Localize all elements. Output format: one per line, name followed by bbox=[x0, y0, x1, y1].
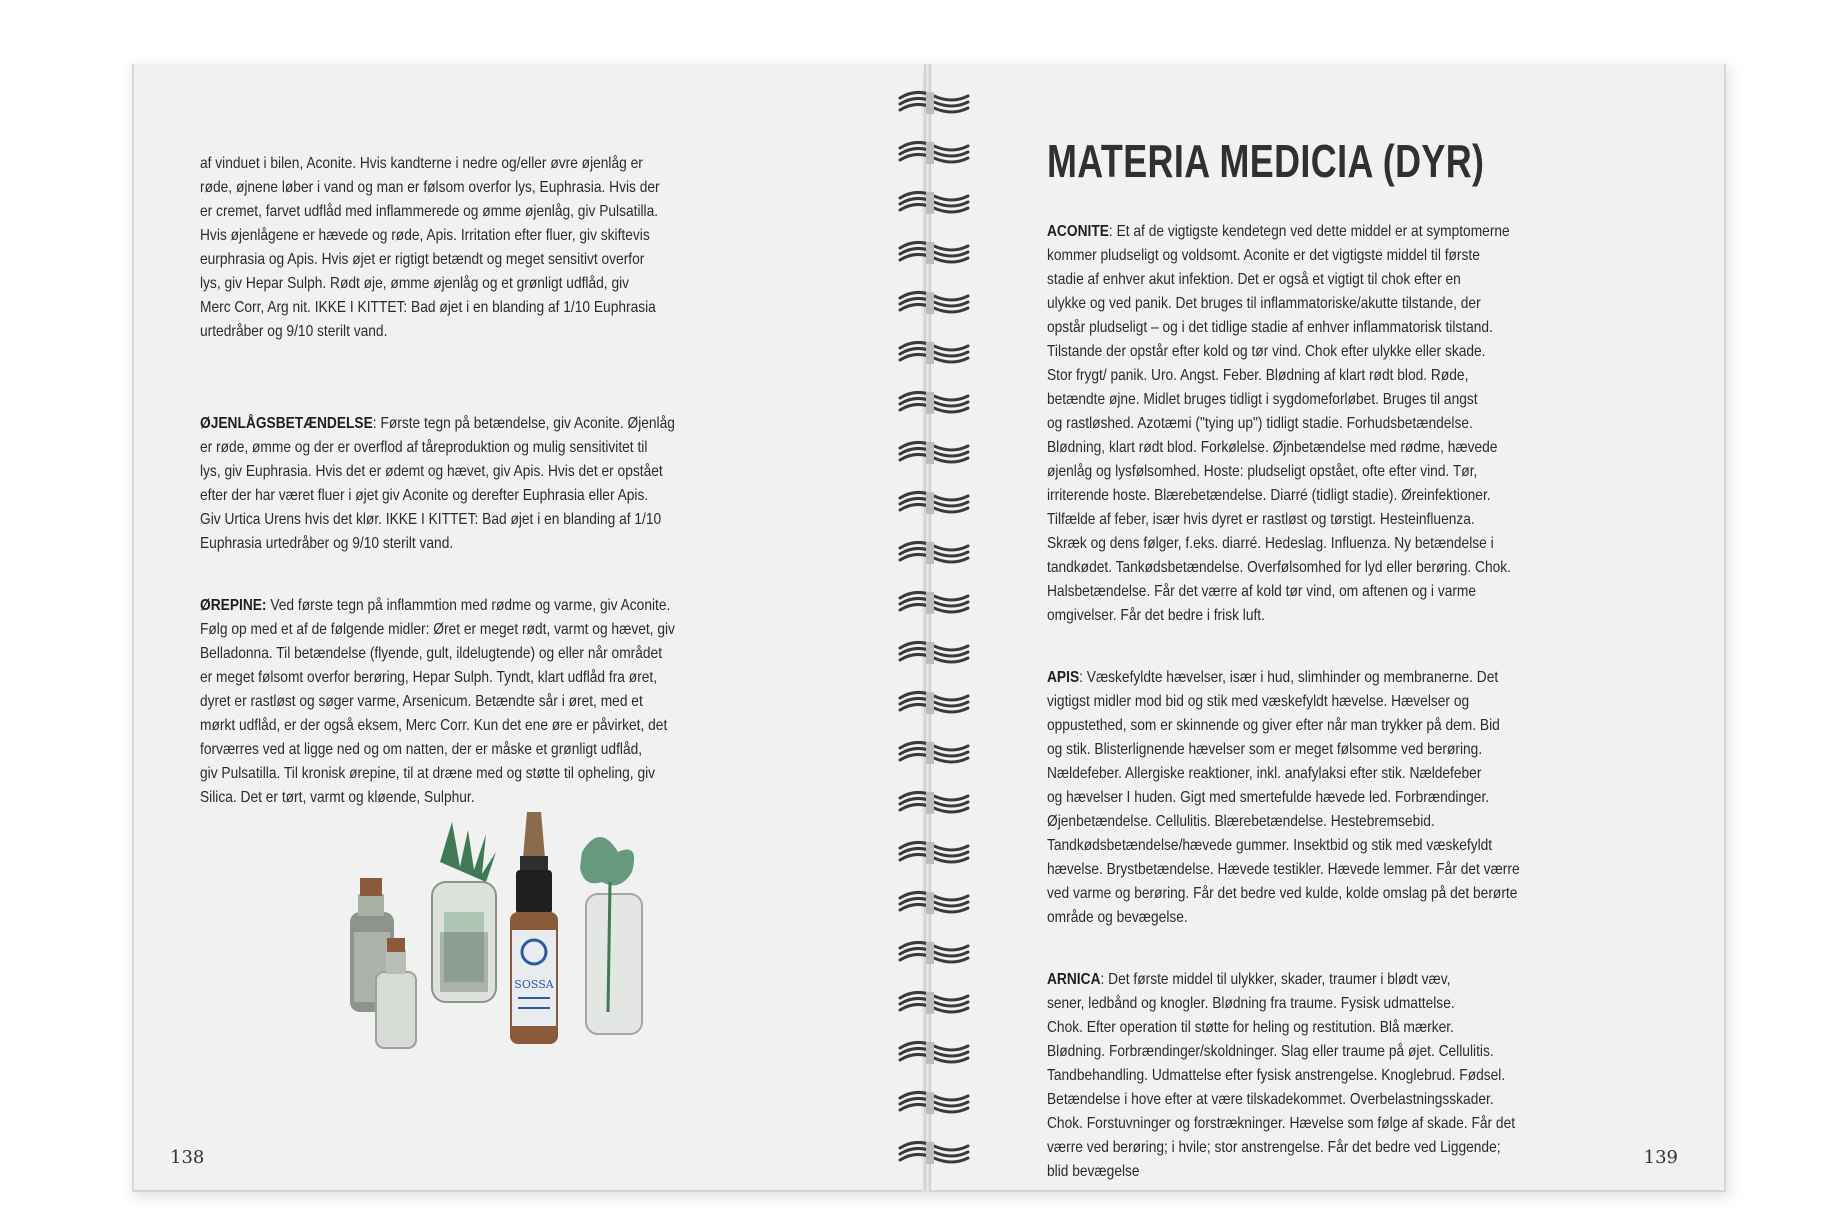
apis-paragraph bbox=[1047, 666, 1640, 930]
spiral-coil bbox=[900, 842, 968, 864]
paragraph-text: : Det første middel til ulykker, skader, traumer i blødt væv, sener, ledbånd og knogler. Blødning fra traume. Fysisk udmattelse. Chok. Efter operation til støtte for heling og restitution. Blå mærker. Blødning. Forbrændinger/skoldninger. Slag eller traume på øjet. Cellulitis. Tandbehandling. Udmattelse efter fysisk anstrengelse. Knoglebrud. Fødsel. Betændelse i hove efter at være tilskadekommet. Overbelastningsskader. Chok. Forstuvninger og forstrækninger. Hævelse som følge af skade. Får det værre ved berøring; i hvile; stor anstrengelse. Får det bedre ved Liggende; blid bevægelse bbox=[1047, 971, 1516, 1180]
paragraph-label: ACONITE bbox=[1047, 223, 1109, 240]
right-page bbox=[931, 64, 1726, 1192]
page-number: 138 bbox=[170, 1147, 205, 1168]
spiral-coil bbox=[900, 692, 968, 714]
paragraph-text: af vinduet i bilen, Aconite. Hvis kandterne i nedre og/eller øvre øjenlåg er røde, øjnene løber i vand og man er følsom overfor lys, Euphrasia. Hvis der er cremet, farvet udflåd med inflammerede og ømme øjenlåg, giv Pulsatilla. Hvis øjenlågene er hævede og røde, Apis. Irritation efter fluer, giv skiftevis eurphrasia og Apis. Hvis øjet er rigtigt betændt og meget sensitivt overfor lys, giv Hepar Sulph. Rødt øje, ømme øjenlåg og et grønligt udflåd, giv Merc Corr, Arg nit. IKKE I KITTET: Bad øjet i en blanding af 1/10 Euphrasia urtedråber og 9/10 sterilt vand. bbox=[200, 155, 660, 340]
spiral-coil bbox=[900, 92, 968, 114]
right-page-text bbox=[1047, 196, 1640, 1222]
spiral-coil bbox=[900, 992, 968, 1014]
paragraph-label: ØREPINE: bbox=[200, 597, 267, 614]
remedy-bottles-illustration bbox=[340, 812, 680, 1062]
spiral-coil bbox=[900, 392, 968, 414]
spiral-coil bbox=[900, 592, 968, 614]
spiral-coil bbox=[900, 292, 968, 314]
spiral-binding bbox=[896, 86, 972, 1176]
page-number: 139 bbox=[1643, 1147, 1678, 1168]
left-page-text bbox=[200, 128, 776, 848]
spiral-coil bbox=[900, 742, 968, 764]
spiral-coil bbox=[900, 242, 968, 264]
bottle-label: SOSSA bbox=[514, 978, 554, 991]
spiral-coil bbox=[900, 342, 968, 364]
spiral-coil bbox=[900, 192, 968, 214]
left-page bbox=[132, 64, 922, 1192]
earache-paragraph bbox=[200, 594, 776, 810]
spiral-coil bbox=[900, 942, 968, 964]
eye-paragraph bbox=[200, 152, 776, 344]
spiral-coil bbox=[900, 1042, 968, 1064]
paragraph-text: : Et af de vigtigste kendetegn ved dette middel er at symptomerne kommer pludseligt og voldsomt. Aconite er det vigtigste middel til første stadie af enhver akut infektion. Det er også et vigtigt til chok efter en ulykke og ved panik. Det bruges til inflammatoriske/akutte tilstande, der opstår pludseligt – og i det tidlige stadie af enhver inflammatorisk tilstand. Tilstande der opstår efter kold og tør vind. Chok efter ulykke eller skade. Stor frygt/ panik. Uro. Angst. Feber. Blødning af klart rødt blod. Røde, betændte øjne. Midlet bruges tidligt i sygdomeforløbet. Bruges til angst og rastløshed. Azotæmi ("tying up") tidligt stadie. Forhudsbetændelse. Blødning, klart rødt blod. Forkølelse. Øjnbetændelse med rødme, hævede øjenlåg og lysfølsomhed. Hoste: pludseligt opstået, ofte efter vind. Tør, irriterende hoste. Blærebetændelse. Diarré (tidligt stadie). Øreinfektioner. Tilfælde af feber, især hvis dyret er rastløst og tørstigt. Hesteinfluenza. Skræk og dens følger, f.eks. diarré. Hedeslag. Influenza. Ny betændelse i tandkødet. Tankødsbetændelse. Overfølsomhed for lyd eller berøring. Chok. Halsbetændelse. Får det værre af kold tør vind, om aftenen og i varme omgivelser. Får det bedre i frisk luft. bbox=[1047, 223, 1511, 624]
paragraph-text: Ved første tegn på inflammtion med rødme og varme, giv Aconite. Følg op med et af de følgende midler: Øret er meget rødt, varmt og hævet, giv Belladonna. Til betændelse (flyende, gult, ildelugtende) og eller når området er meget følsomt overfor berøring, Hepar Sulph. Tyndt, klart udflåd fra øret, dyret er rastløst og søger varme, Arsenicum. Betændte sår i øret, med et mørkt udflåd, er der også eksem, Merc Corr. Kun det ene øre er påvirket, det forværres ved at ligge ned og om natten, der er måske et grønligt udflåd, giv Pulsatilla. Til kronisk ørepine, til at dræne med og støtte til opheling, giv Silica. Det er tørt, varmt og kløende, Sulphur. bbox=[200, 597, 675, 806]
spiral-coil bbox=[900, 442, 968, 464]
spiral-coil bbox=[900, 1142, 968, 1164]
paragraph-text: : Første tegn på betændelse, giv Aconite. Øjenlåg er røde, ømme og der er overflod af tåreproduktion og mulig sensitivitet til lys, giv Euphrasia. Hvis det er ødemt og hævet, giv Apis. Hvis det er opstået efter der har været fluer i øjet giv Aconite og derefter Euphrasia eller Apis. Giv Urtica Urens hvis det klør. IKKE I KITTET: Bad øjet i en blanding af 1/10 Euphrasia urtedråber og 9/10 sterilt vand. bbox=[200, 415, 675, 552]
plant-jar-icon bbox=[432, 822, 496, 1002]
spiral-coil bbox=[900, 142, 968, 164]
spiral-coil bbox=[900, 542, 968, 564]
spiral-coil bbox=[900, 892, 968, 914]
eyelid-inflammation-paragraph bbox=[200, 412, 776, 556]
spiral-coil bbox=[900, 1092, 968, 1114]
page-heading: MATERIA MEDICIA (DYR) bbox=[1047, 135, 1485, 187]
paragraph-text: : Væskefyldte hævelser, især i hud, slimhinder og membranerne. Det vigtigst midler mod bid og stik med væskefyldt hævelse. Hævelser og oppustethed, som er skinnende og giver efter når man trykker på dem. Bid og stik. Blisterlignende hævelser som er meget følsomme ved berøring. Nældefeber. Allergiske reaktioner, inkl. anafylaksi efter stik. Nældefeber og hævelser I huden. Gigt med smertefulde hævede led. Forbrændinger. Øjenbetændelse. Cellulitis. Blærebetændelse. Hestebremsebid. Tandkødsbetændelse/hævede gummer. Insektbid og stik med væskefyldt hævelse. Brystbetændelse. Hævede testikler. Hævede lemmer. Får det værre ved varme og berøring. Får det bedre ved kulde, kolde omslag på det berørte område og bevægelse. bbox=[1047, 669, 1520, 926]
spiral-coil bbox=[900, 492, 968, 514]
spiral-coil bbox=[900, 642, 968, 664]
paragraph-label: ARNICA bbox=[1047, 971, 1101, 988]
paragraph-label: ØJENLÅGSBETÆNDELSE bbox=[200, 415, 373, 432]
leaf-jar-icon bbox=[580, 837, 642, 1034]
arnica-paragraph bbox=[1047, 968, 1640, 1184]
spiral-coil bbox=[900, 792, 968, 814]
paragraph-label: APIS bbox=[1047, 669, 1080, 686]
dropper-bottle-icon bbox=[510, 812, 558, 1044]
aconite-paragraph bbox=[1047, 220, 1640, 628]
